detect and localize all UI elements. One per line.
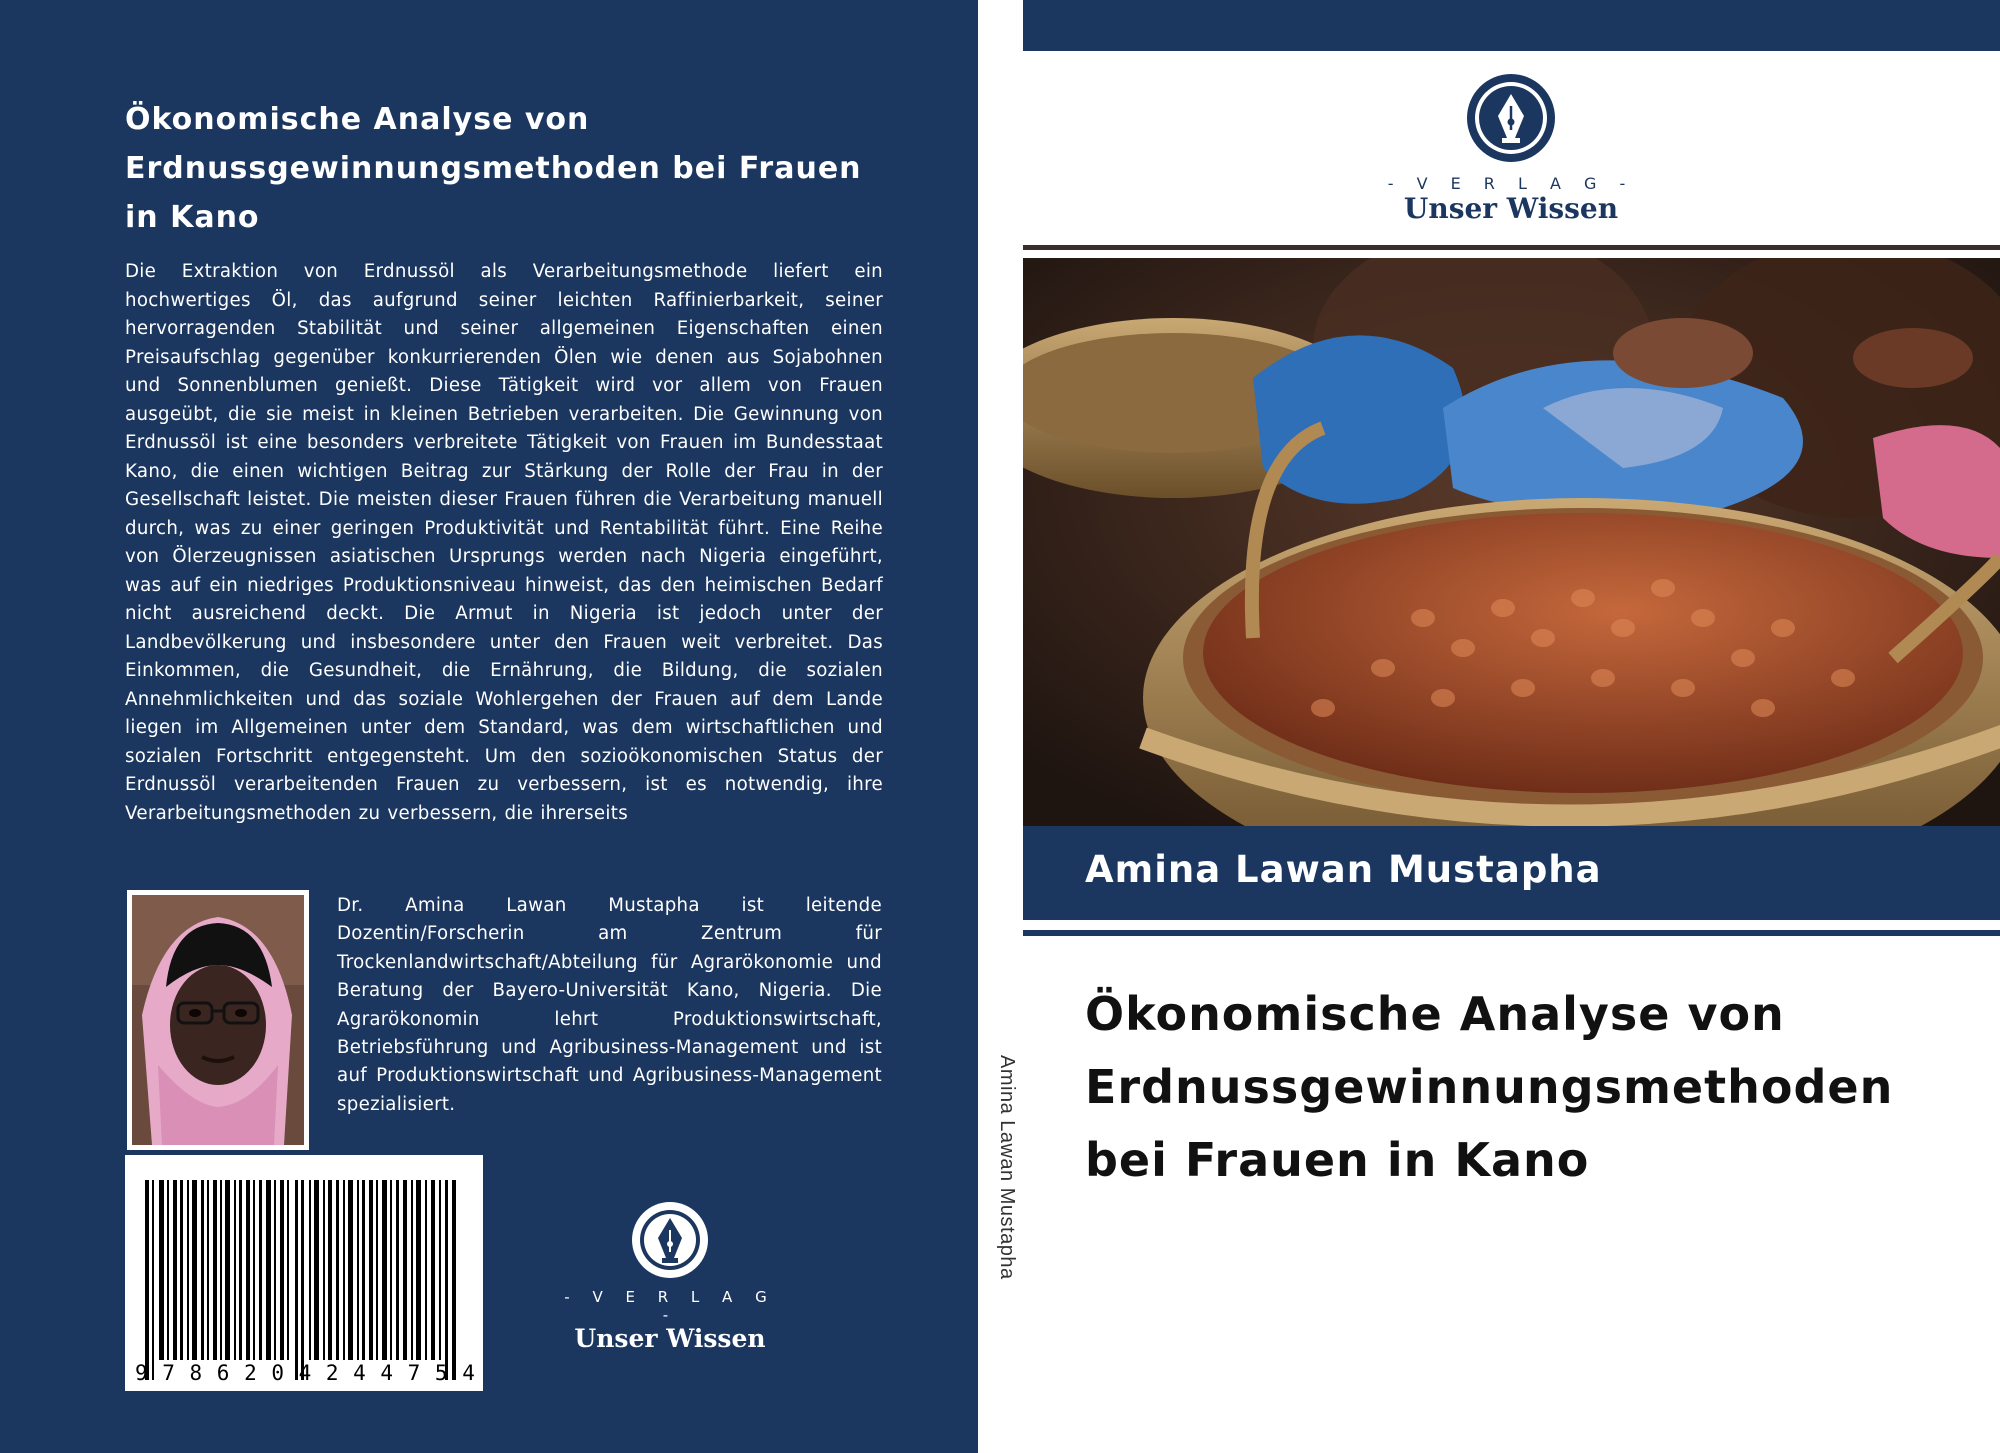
back-publisher-logo	[560, 1200, 780, 1354]
barcode-digit: 2	[325, 1361, 339, 1385]
barcode-digit: 5	[434, 1361, 448, 1385]
back-cover-blurb: Die Extraktion von Erdnussöl als Verarbeitungsmethode liefert ein hochwertiges Öl, das aufgrund seiner leichten Raffinierbarkeit, seiner hervorragenden Stabilität und seiner allgemeinen Eigenschaften einen Preisaufschlag gegenüber konkurrierenden Ölen wie denen aus Sojabohnen und Sonnenblumen genießt. Diese Tätigkeit wird vor allem von Frauen ausgeübt, die sie meist in kleinen Betrieben verarbeiten. Die Gewinnung von Erdnussöl ist eine besonders verbreitete Tätigkeit von Frauen im Bundesstaat Kano, die einen wichtigen Beitrag zur Stärkung der Rolle der Frau in der Gesellschaft leistet. Die meisten dieser Frauen führen die Verarbeitung manuell durch, was zu einer geringen Produktivität und Rentabilität führt. Eine Reihe von Ölerzeugnissen asiatischen Ursprungs werden nach Nigeria eingeführt, was auf ein niedriges Produktionsniveau hinweist, das den heimischen Bedarf nicht ausreichend deckt. Die Armut in Nigeria ist jedoch unter der Landbevölkerung und insbesondere unter den Frauen weit verbreitet. Das Einkommen, die Gesundheit, die Ernährung, die Bildung, die sozialen Annehmlichkeiten und das soziale Wohlergehen der Frauen auf dem Lande liegen im Allgemeinen unter dem Standard, was dem wirtschaftlichen und sozialen Fortschritt entgegensteht. Um den sozioökonomischen Status der Erdnussöl verarbeitenden Frauen zu verbessern, ist es notwendig, ihre Verarbeitungsmethoden zu verbessern, die ihrerseits	[125, 261, 883, 824]
fountain-pen-nib-logo-icon	[630, 1200, 710, 1280]
barcode-digit: 6	[216, 1361, 230, 1385]
isbn-barcode	[125, 1155, 483, 1391]
front-logo-verlag: - V E R L A G -	[1387, 174, 1635, 193]
front-publisher-logo	[1381, 72, 1641, 225]
barcode-digit: 7	[407, 1361, 421, 1385]
front-cover-title: Ökonomische Analyse von Erdnussgewinnungsmethoden bei Frauen in Kano	[1085, 987, 1894, 1187]
back-cover	[0, 0, 978, 1453]
barcode-digit: 7	[162, 1361, 175, 1385]
author-band-rule	[1023, 930, 2000, 936]
barcode-digit: 4	[380, 1361, 394, 1385]
barcode-digit: 4	[298, 1361, 312, 1385]
front-logo-name: Unser Wissen	[1403, 192, 1619, 225]
barcode-digits	[135, 1361, 475, 1385]
barcode-digit: 2	[244, 1361, 257, 1385]
back-logo-verlag: - V E R L A G -	[564, 1288, 776, 1324]
author-bio: Dr. Amina Lawan Mustapha ist leitende Dozentin/Forscherin am Zentrum für Trockenlandwirtschaft/Abteilung für Agrarökonomie und Beratung der Bayero-Universität Kano, Nigeria. Die Agrarökonomin lehrt Produktionswirtschaft, Betriebsführung und Agribusiness-Management und ist auf Produktionswirtschaft und Agribusiness-Management spezialisiert.	[337, 895, 882, 1115]
fountain-pen-nib-logo-icon	[1465, 72, 1557, 164]
author-band	[1023, 826, 2000, 920]
spine-author: Amina Lawan Mustapha	[996, 1055, 1018, 1280]
cover-photo-peanut-baskets	[1023, 258, 2000, 826]
front-top-bar	[1023, 0, 2000, 51]
barcode-digit: 8	[189, 1361, 203, 1385]
barcode-digit: 9	[135, 1361, 148, 1385]
front-author-name: Amina Lawan Mustapha	[1085, 848, 1602, 891]
front-cover	[1023, 0, 2000, 1453]
barcode-icon	[125, 1155, 483, 1391]
photo-top-rule	[1023, 245, 2000, 250]
barcode-digit: 4	[353, 1361, 366, 1385]
barcode-digit: 0	[271, 1361, 284, 1385]
author-photo	[127, 890, 309, 1150]
back-logo-name: Unser Wissen	[574, 1324, 766, 1353]
back-cover-title: Ökonomische Analyse von Erdnussgewinnungsmethoden bei Frauen in Kano	[125, 102, 862, 235]
barcode-digit: 4	[462, 1361, 475, 1385]
